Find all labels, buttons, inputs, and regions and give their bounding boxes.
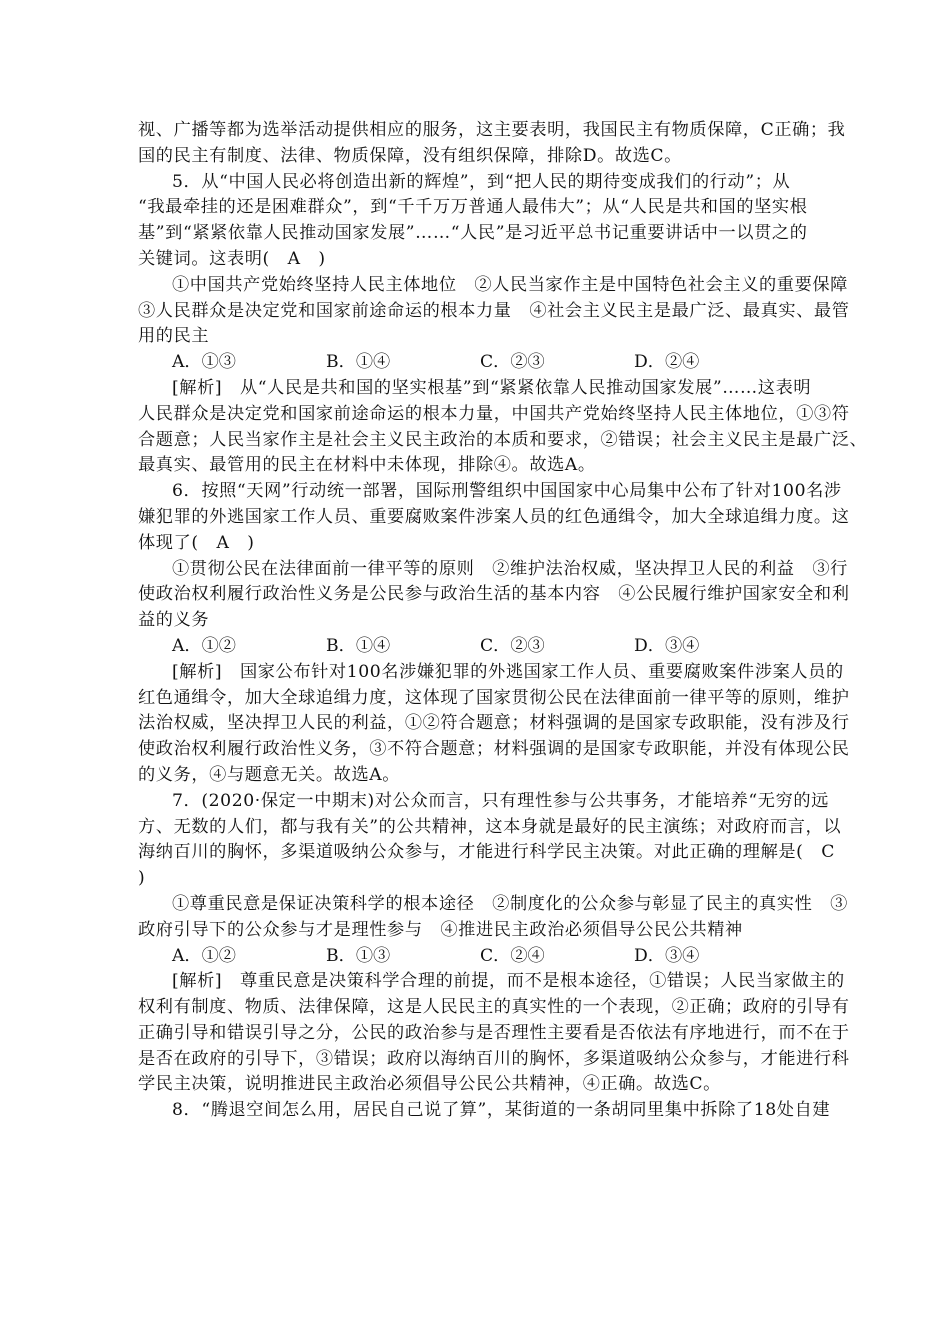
question-5-statements: ①中国共产党始终坚持人民主体地位 ②人民当家作主是中国特色社会主义的重要保障: [172, 274, 848, 295]
text-line: 权利有制度、物质、法律保障，这是人民民主的真实性的一个表现，②正确；政府的引导有: [138, 997, 850, 1018]
option-d: D．③④: [634, 635, 700, 656]
option-c: C．②③: [480, 352, 545, 373]
question-5-analysis: [解析] 从“人民是共和国的坚实根基”到“紧紧依靠人民推动国家发展”……这表明: [172, 377, 812, 398]
text-line: 使政治权利履行政治性义务，③不符合题意；材料强调的是国家专政职能，并没有体现公民: [138, 739, 850, 760]
question-7-stem: 7．(2020·保定一中期末)对公众而言，只有理性参与公共事务，才能培养“无穷的远: [172, 790, 829, 811]
question-7-options: [138, 944, 814, 970]
text-line: “我最牵挂的还是困难群众”，到“千千万万普通人最伟大”；从“人民是共和国的坚实根: [138, 197, 808, 218]
text-line: 正确引导和错误引导之分，公民的政治参与是否理性主要看是否依法有序地进行，而不在于: [138, 1022, 850, 1043]
question-7-statements: ①尊重民意是保证决策科学的根本途径 ②制度化的公众参与彰显了民主的真实性 ③: [172, 893, 848, 914]
text-line: 法治权威，坚决捍卫人民的利益，①②符合题意；材料强调的是国家专政职能，没有涉及行: [138, 713, 850, 734]
option-a: A．①②: [172, 945, 236, 966]
text-line: 海纳百川的胸怀，多渠道吸纳公众参与，才能进行科学民主决策。对此正确的理解是( C: [138, 842, 835, 863]
question-5-options: [138, 350, 814, 376]
text-line: 政府引导下的公众参与才是理性参与 ④推进民主政治必须倡导公民公共精神: [138, 919, 743, 940]
option-b: B．①④: [326, 352, 391, 373]
text-line: 方、无数的人们，都与我有关”的公共精神，这本身就是最好的民主演练；对政府而言，以: [138, 816, 842, 837]
option-c: C．②③: [480, 635, 545, 656]
text-line: 视、广播等都为选举活动提供相应的服务，这主要表明，我国民主有物质保障，C正确；我: [138, 120, 846, 140]
question-6-statements: ①贯彻公民在法律面前一律平等的原则 ②维护法治权威，坚决捍卫人民的利益 ③行: [172, 558, 848, 579]
document-page: [138, 118, 868, 1124]
text-line: 嫌犯罪的外逃国家工作人员、重要腐败案件涉案人员的红色通缉令，加大全球追缉力度。这: [138, 506, 850, 527]
text-line: 使政治权利履行政治性义务是公民参与政治生活的基本内容 ④公民履行维护国家安全和利: [138, 584, 850, 605]
text-line: 是否在政府的引导下，③错误；政府以海纳百川的胸怀，多渠道吸纳公众参与，才能进行科: [138, 1048, 850, 1069]
text-line: 用的民主: [138, 326, 210, 347]
question-5-stem: 5．从“中国人民必将创造出新的辉煌”，到“把人民的期待变成我们的行动”；从: [172, 171, 791, 192]
option-d: D．③④: [634, 945, 700, 966]
question-8-stem: 8．“腾退空间怎么用，居民自己说了算”，某街道的一条胡同里集中拆除了18处自建: [172, 1100, 831, 1121]
text-line: 最真实、最管用的民主在材料中未体现，排除④。故选A。: [138, 455, 596, 476]
option-b: B．①③: [326, 945, 391, 966]
text-line: 的义务，④与题意无关。故选A。: [138, 764, 401, 785]
text-line: ): [138, 868, 146, 889]
question-6-stem: 6．按照“天网”行动统一部署，国际刑警组织中国国家中心局集中公布了针对100名涉: [172, 481, 842, 502]
option-c: C．②④: [480, 945, 545, 966]
text-line: 基”到“紧紧依靠人民推动国家发展”……“人民”是习近平总书记重要讲话中一以贯之的: [138, 223, 808, 244]
question-6-options: [138, 634, 814, 660]
text-line: ③人民群众是决定党和国家前途命运的根本力量 ④社会主义民主是最广泛、最真实、最管: [138, 300, 850, 321]
text-line: 红色通缉令，加大全球追缉力度，这体现了国家贯彻公民在法律面前一律平等的原则，维护: [138, 687, 850, 708]
text-line: 体现了( A ): [138, 532, 255, 553]
text-line: 合题意；人民当家作主是社会主义民主政治的本质和要求，②错误；社会主义民主是最广泛、: [138, 429, 868, 450]
text-line: 关键词。这表明( A ): [138, 248, 326, 269]
option-a: A．①②: [172, 635, 236, 656]
option-b: B．①④: [326, 635, 391, 656]
question-6-analysis: [解析] 国家公布针对100名涉嫌犯罪的外逃国家工作人员、重要腐败案件涉案人员的: [172, 661, 844, 682]
option-a: A．①③: [172, 352, 236, 373]
text-line: 学民主决策，说明推进民主政治必须倡导公民公共精神，④正确。故选C。: [138, 1074, 721, 1095]
text-line: 人民群众是决定党和国家前途命运的根本力量，中国共产党始终坚持人民主体地位，①③符: [138, 403, 850, 424]
text-line: 国的民主有制度、法律、物质保障，没有组织保障，排除D。故选C。: [138, 145, 682, 166]
question-7-analysis: [解析] 尊重民意是决策科学合理的前提，而不是根本途径，①错误；人民当家做主的: [172, 971, 845, 992]
option-d: D．②④: [634, 352, 700, 373]
text-line: 益的义务: [138, 610, 210, 631]
